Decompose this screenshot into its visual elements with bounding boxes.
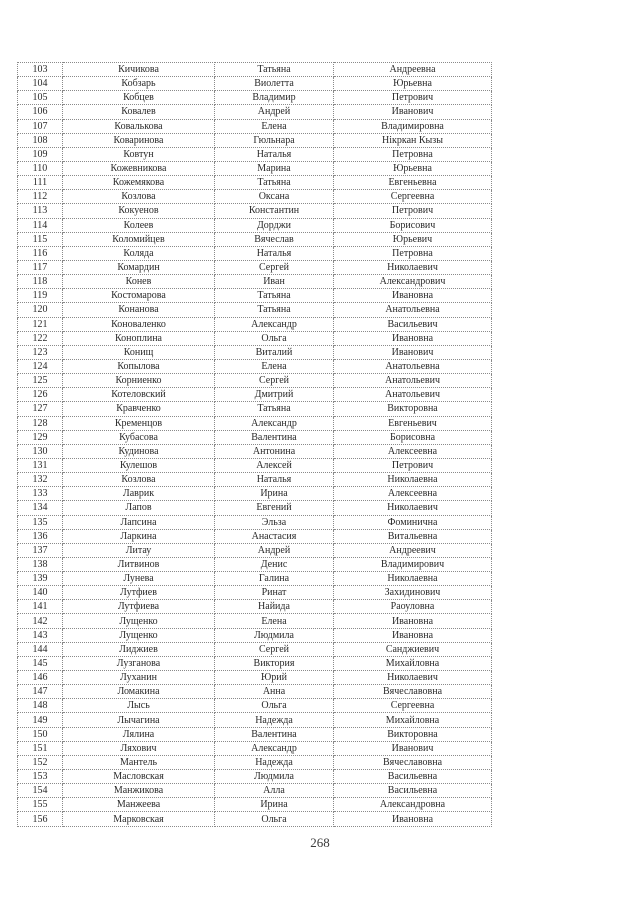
last-name-cell: Кубасова — [63, 430, 215, 444]
first-name-cell: Виталий — [215, 345, 334, 359]
last-name-cell: Козлова — [63, 473, 215, 487]
first-name-cell: Денис — [215, 557, 334, 571]
patronymic-cell: Васильевна — [334, 784, 492, 798]
last-name-cell: Манжеева — [63, 798, 215, 812]
row-number: 107 — [18, 119, 63, 133]
row-number: 147 — [18, 685, 63, 699]
last-name-cell: Конищ — [63, 345, 215, 359]
last-name-cell: Ковтун — [63, 147, 215, 161]
row-number: 132 — [18, 473, 63, 487]
patronymic-cell: Николаевич — [334, 671, 492, 685]
patronymic-cell: Сергеевна — [334, 190, 492, 204]
patronymic-cell: Викторовна — [334, 402, 492, 416]
last-name-cell: Лапсина — [63, 515, 215, 529]
first-name-cell: Виолетта — [215, 77, 334, 91]
last-name-cell: Марковская — [63, 812, 215, 826]
last-name-cell: Корниенко — [63, 374, 215, 388]
row-number: 133 — [18, 487, 63, 501]
table-row — [18, 260, 492, 274]
last-name-cell: Ломакина — [63, 685, 215, 699]
first-name-cell: Алла — [215, 784, 334, 798]
table-row — [18, 275, 492, 289]
table-row — [18, 614, 492, 628]
last-name-cell: Колеев — [63, 218, 215, 232]
patronymic-cell: Иванович — [334, 741, 492, 755]
row-number: 156 — [18, 812, 63, 826]
patronymic-cell: Раоуловна — [334, 600, 492, 614]
first-name-cell: Татьяна — [215, 63, 334, 77]
first-name-cell: Евгений — [215, 501, 334, 515]
first-name-cell: Константин — [215, 204, 334, 218]
last-name-cell: Кичикова — [63, 63, 215, 77]
table-row — [18, 289, 492, 303]
last-name-cell: Ковалев — [63, 105, 215, 119]
row-number: 104 — [18, 77, 63, 91]
table-row — [18, 147, 492, 161]
patronymic-cell: Николаевна — [334, 473, 492, 487]
row-number: 126 — [18, 388, 63, 402]
patronymic-cell: Борисовна — [334, 430, 492, 444]
first-name-cell: Анна — [215, 685, 334, 699]
row-number: 152 — [18, 755, 63, 769]
row-number: 124 — [18, 359, 63, 373]
last-name-cell: Кожевникова — [63, 161, 215, 175]
table-row — [18, 458, 492, 472]
patronymic-cell: Михайловна — [334, 713, 492, 727]
first-name-cell: Александр — [215, 317, 334, 331]
first-name-cell: Наталья — [215, 473, 334, 487]
patronymic-cell: Вячеславовна — [334, 685, 492, 699]
table-row — [18, 543, 492, 557]
first-name-cell: Надежда — [215, 713, 334, 727]
last-name-cell: Кобцев — [63, 91, 215, 105]
first-name-cell: Вячеслав — [215, 232, 334, 246]
table-row — [18, 77, 492, 91]
row-number: 115 — [18, 232, 63, 246]
last-name-cell: Козлова — [63, 190, 215, 204]
table-row — [18, 303, 492, 317]
first-name-cell: Дорджи — [215, 218, 334, 232]
first-name-cell: Галина — [215, 572, 334, 586]
first-name-cell: Татьяна — [215, 176, 334, 190]
patronymic-cell: Петрович — [334, 458, 492, 472]
patronymic-cell: Петровна — [334, 147, 492, 161]
patronymic-cell: Васильевна — [334, 770, 492, 784]
first-name-cell: Ирина — [215, 487, 334, 501]
patronymic-cell: Фоминична — [334, 515, 492, 529]
table-row — [18, 204, 492, 218]
first-name-cell: Андрей — [215, 105, 334, 119]
patronymic-cell: Сергеевна — [334, 699, 492, 713]
first-name-cell: Сергей — [215, 260, 334, 274]
row-number: 144 — [18, 642, 63, 656]
last-name-cell: Ляхович — [63, 741, 215, 755]
row-number: 109 — [18, 147, 63, 161]
name-list-table — [17, 62, 487, 827]
table-row — [18, 529, 492, 543]
first-name-cell: Ольга — [215, 699, 334, 713]
row-number: 119 — [18, 289, 63, 303]
table-row — [18, 218, 492, 232]
patronymic-cell: Ивановна — [334, 628, 492, 642]
last-name-cell: Коноваленко — [63, 317, 215, 331]
table-row — [18, 699, 492, 713]
table-row — [18, 798, 492, 812]
first-name-cell: Елена — [215, 614, 334, 628]
first-name-cell: Елена — [215, 359, 334, 373]
table-row — [18, 402, 492, 416]
first-name-cell: Анастасия — [215, 529, 334, 543]
patronymic-cell: Витальевна — [334, 529, 492, 543]
table-row — [18, 176, 492, 190]
patronymic-cell: Александровна — [334, 798, 492, 812]
table-row — [18, 628, 492, 642]
patronymic-cell: Евгеньевна — [334, 176, 492, 190]
table-row — [18, 515, 492, 529]
row-number: 114 — [18, 218, 63, 232]
row-number: 149 — [18, 713, 63, 727]
last-name-cell: Луханин — [63, 671, 215, 685]
patronymic-cell: Владимирович — [334, 557, 492, 571]
patronymic-cell: Васильевич — [334, 317, 492, 331]
table-row — [18, 600, 492, 614]
first-name-cell: Александр — [215, 741, 334, 755]
row-number: 139 — [18, 572, 63, 586]
first-name-cell: Дмитрий — [215, 388, 334, 402]
patronymic-cell: Санджиевич — [334, 642, 492, 656]
last-name-cell: Лаврик — [63, 487, 215, 501]
patronymic-cell: Андреевич — [334, 543, 492, 557]
patronymic-cell: Юрьевна — [334, 77, 492, 91]
table-row — [18, 741, 492, 755]
first-name-cell: Оксана — [215, 190, 334, 204]
patronymic-cell: Ивановна — [334, 614, 492, 628]
last-name-cell: Лялина — [63, 727, 215, 741]
first-name-cell: Александр — [215, 416, 334, 430]
table-row — [18, 755, 492, 769]
last-name-cell: Коляда — [63, 246, 215, 260]
table-row — [18, 345, 492, 359]
first-name-cell: Валентина — [215, 430, 334, 444]
last-name-cell: Коноплина — [63, 331, 215, 345]
last-name-cell: Кравченко — [63, 402, 215, 416]
first-name-cell: Елена — [215, 119, 334, 133]
table-row — [18, 119, 492, 133]
last-name-cell: Ковалькова — [63, 119, 215, 133]
patronymic-cell: Иванович — [334, 105, 492, 119]
first-name-cell: Ольга — [215, 331, 334, 345]
row-number: 140 — [18, 586, 63, 600]
row-number: 148 — [18, 699, 63, 713]
first-name-cell: Андрей — [215, 543, 334, 557]
table-row — [18, 784, 492, 798]
patronymic-cell: Иванович — [334, 345, 492, 359]
table-row — [18, 770, 492, 784]
patronymic-cell: Викторовна — [334, 727, 492, 741]
first-name-cell: Сергей — [215, 642, 334, 656]
row-number: 154 — [18, 784, 63, 798]
row-number: 116 — [18, 246, 63, 260]
row-number: 117 — [18, 260, 63, 274]
table-row — [18, 232, 492, 246]
first-name-cell: Виктория — [215, 656, 334, 670]
row-number: 153 — [18, 770, 63, 784]
last-name-cell: Лысь — [63, 699, 215, 713]
last-name-cell: Конанова — [63, 303, 215, 317]
patronymic-cell: Алексеевна — [334, 487, 492, 501]
first-name-cell: Татьяна — [215, 303, 334, 317]
patronymic-cell: Ивановна — [334, 812, 492, 826]
last-name-cell: Котеловский — [63, 388, 215, 402]
table-row — [18, 586, 492, 600]
first-name-cell: Валентина — [215, 727, 334, 741]
last-name-cell: Лузганова — [63, 656, 215, 670]
table-row — [18, 105, 492, 119]
last-name-cell: Кобзарь — [63, 77, 215, 91]
last-name-cell: Костомарова — [63, 289, 215, 303]
first-name-cell: Ирина — [215, 798, 334, 812]
row-number: 113 — [18, 204, 63, 218]
table-row — [18, 359, 492, 373]
last-name-cell: Ларкина — [63, 529, 215, 543]
row-number: 121 — [18, 317, 63, 331]
last-name-cell: Манжикова — [63, 784, 215, 798]
last-name-cell: Конев — [63, 275, 215, 289]
first-name-cell: Эльза — [215, 515, 334, 529]
row-number: 131 — [18, 458, 63, 472]
patronymic-cell: Анатольевна — [334, 359, 492, 373]
table-row — [18, 317, 492, 331]
first-name-cell: Наталья — [215, 147, 334, 161]
table-row — [18, 388, 492, 402]
row-number: 105 — [18, 91, 63, 105]
first-name-cell: Ринат — [215, 586, 334, 600]
row-number: 134 — [18, 501, 63, 515]
row-number: 120 — [18, 303, 63, 317]
first-name-cell: Иван — [215, 275, 334, 289]
patronymic-cell: Андреевна — [334, 63, 492, 77]
table-row — [18, 246, 492, 260]
last-name-cell: Масловская — [63, 770, 215, 784]
row-number: 122 — [18, 331, 63, 345]
row-number: 138 — [18, 557, 63, 571]
table-row — [18, 656, 492, 670]
patronymic-cell: Владимировна — [334, 119, 492, 133]
table-row — [18, 671, 492, 685]
patronymic-cell: Александрович — [334, 275, 492, 289]
row-number: 103 — [18, 63, 63, 77]
row-number: 142 — [18, 614, 63, 628]
patronymic-cell: Евгеньевич — [334, 416, 492, 430]
table-row — [18, 501, 492, 515]
first-name-cell: Ольга — [215, 812, 334, 826]
last-name-cell: Кременцов — [63, 416, 215, 430]
patronymic-cell: Нікркан Кызы — [334, 133, 492, 147]
row-number: 123 — [18, 345, 63, 359]
last-name-cell: Лапов — [63, 501, 215, 515]
last-name-cell: Лущенко — [63, 614, 215, 628]
row-number: 112 — [18, 190, 63, 204]
patronymic-cell: Юрьевич — [334, 232, 492, 246]
first-name-cell: Татьяна — [215, 402, 334, 416]
row-number: 108 — [18, 133, 63, 147]
patronymic-cell: Ивановна — [334, 331, 492, 345]
table-row — [18, 133, 492, 147]
last-name-cell: Лиджиев — [63, 642, 215, 656]
table-row — [18, 727, 492, 741]
first-name-cell: Юрий — [215, 671, 334, 685]
row-number: 130 — [18, 444, 63, 458]
patronymic-cell: Анатольевна — [334, 303, 492, 317]
last-name-cell: Кудинова — [63, 444, 215, 458]
table-row — [18, 331, 492, 345]
table-row — [18, 416, 492, 430]
table-row — [18, 812, 492, 826]
row-number: 125 — [18, 374, 63, 388]
table-body — [18, 63, 492, 827]
patronymic-cell: Петрович — [334, 91, 492, 105]
first-name-cell: Гюльнара — [215, 133, 334, 147]
patronymic-cell: Ивановна — [334, 289, 492, 303]
row-number: 106 — [18, 105, 63, 119]
patronymic-cell: Захидинович — [334, 586, 492, 600]
table-row — [18, 685, 492, 699]
first-name-cell: Людмила — [215, 628, 334, 642]
last-name-cell: Кожемякова — [63, 176, 215, 190]
row-number: 118 — [18, 275, 63, 289]
row-number: 146 — [18, 671, 63, 685]
row-number: 111 — [18, 176, 63, 190]
last-name-cell: Копылова — [63, 359, 215, 373]
row-number: 155 — [18, 798, 63, 812]
row-number: 136 — [18, 529, 63, 543]
row-number: 128 — [18, 416, 63, 430]
last-name-cell: Литау — [63, 543, 215, 557]
patronymic-cell: Вячеславовна — [334, 755, 492, 769]
last-name-cell: Коваринова — [63, 133, 215, 147]
last-name-cell: Мантель — [63, 755, 215, 769]
table-row — [18, 430, 492, 444]
row-number: 141 — [18, 600, 63, 614]
patronymic-cell: Михайловна — [334, 656, 492, 670]
first-name-cell: Алексей — [215, 458, 334, 472]
last-name-cell: Лутфиев — [63, 586, 215, 600]
first-name-cell: Владимир — [215, 91, 334, 105]
last-name-cell: Кокуенов — [63, 204, 215, 218]
first-name-cell: Антонина — [215, 444, 334, 458]
first-name-cell: Марина — [215, 161, 334, 175]
table-row — [18, 642, 492, 656]
row-number: 151 — [18, 741, 63, 755]
last-name-cell: Литвинов — [63, 557, 215, 571]
first-name-cell: Татьяна — [215, 289, 334, 303]
patronymic-cell: Анатольевич — [334, 388, 492, 402]
row-number: 110 — [18, 161, 63, 175]
table-row — [18, 487, 492, 501]
first-name-cell: Найида — [215, 600, 334, 614]
page-number: 268 — [310, 835, 330, 850]
row-number: 127 — [18, 402, 63, 416]
patronymic-cell: Алексеевна — [334, 444, 492, 458]
last-name-cell: Лунева — [63, 572, 215, 586]
row-number: 129 — [18, 430, 63, 444]
patronymic-cell: Анатольевич — [334, 374, 492, 388]
patronymic-cell: Николаевич — [334, 260, 492, 274]
row-number: 145 — [18, 656, 63, 670]
row-number: 137 — [18, 543, 63, 557]
last-name-cell: Лутфиева — [63, 600, 215, 614]
table-row — [18, 473, 492, 487]
last-name-cell: Коломийцев — [63, 232, 215, 246]
row-number: 150 — [18, 727, 63, 741]
last-name-cell: Комардин — [63, 260, 215, 274]
first-name-cell: Людмила — [215, 770, 334, 784]
patronymic-cell: Петрович — [334, 204, 492, 218]
patronymic-cell: Петровна — [334, 246, 492, 260]
table-row — [18, 713, 492, 727]
first-name-cell: Наталья — [215, 246, 334, 260]
patronymic-cell: Николаевна — [334, 572, 492, 586]
table-row — [18, 190, 492, 204]
last-name-cell: Лычагина — [63, 713, 215, 727]
table-row — [18, 91, 492, 105]
table-row — [18, 572, 492, 586]
last-name-cell: Лущенко — [63, 628, 215, 642]
first-name-cell: Надежда — [215, 755, 334, 769]
row-number: 143 — [18, 628, 63, 642]
last-name-cell: Кулешов — [63, 458, 215, 472]
table-row — [18, 374, 492, 388]
table-row — [18, 161, 492, 175]
patronymic-cell: Николаевич — [334, 501, 492, 515]
table-row — [18, 557, 492, 571]
table-row — [18, 444, 492, 458]
first-name-cell: Сергей — [215, 374, 334, 388]
patronymic-cell: Юрьевна — [334, 161, 492, 175]
table-row — [18, 63, 492, 77]
row-number: 135 — [18, 515, 63, 529]
patronymic-cell: Борисович — [334, 218, 492, 232]
